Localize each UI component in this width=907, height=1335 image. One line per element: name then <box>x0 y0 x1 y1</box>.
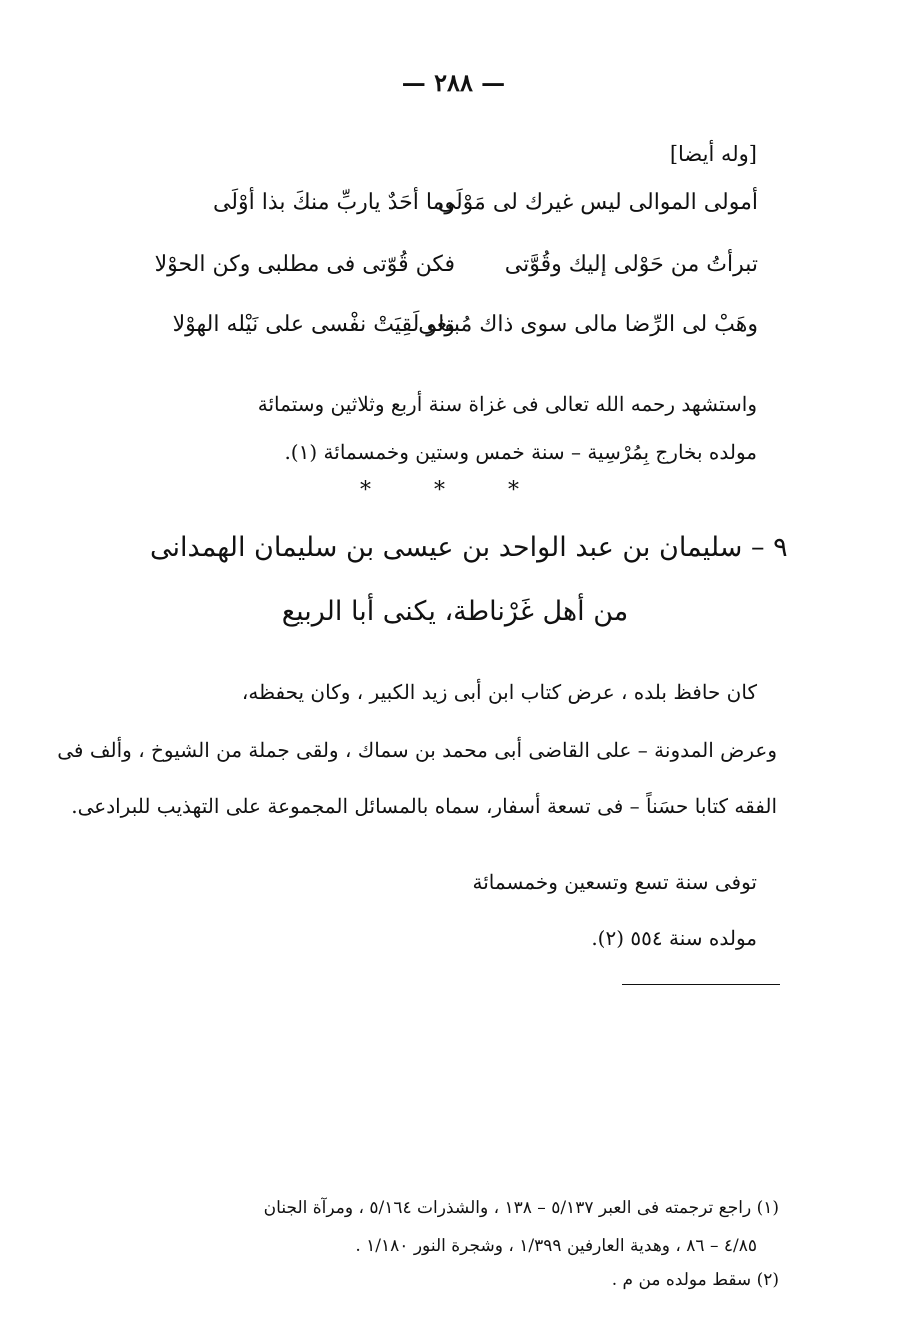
verse-hemistich-second: فكن قُوّتى فى مطلبى وكن الحوْلا <box>154 252 455 277</box>
verse-line <box>150 186 758 230</box>
page-number: — ٢٨٨ — <box>401 68 506 97</box>
biography-paragraph-line: كان حافظ بلده ، عرض كتاب ابن أبى زيد الكبير ، وكان يحفظه، <box>241 680 757 704</box>
verse-hemistich-first: وهَبْ لى الرِّضا مالى سوى ذاك مُبتغى <box>418 312 758 337</box>
biography-paragraph-line: الفقه كتابا حسَناً – فى تسعة أسفار، سماه بالمسائل المجموعة على التهذيب للبرادعى. <box>71 794 777 818</box>
verse-hemistich-first: تبرأتُ من حَوْلى إليك وقُوَّتى <box>504 252 758 277</box>
biography-title-name: ٩ – سليمان بن عبد الواحد بن عيسى بن سليمان الهمدانى <box>150 532 788 563</box>
biography-title-origin: من أهل غَرْناطة، يكنى أبا الربيع <box>281 596 629 627</box>
verse-line <box>150 248 758 292</box>
footnote-line: (١) راجع ترجمته فى العبر ٥/١٣٧ – ١٣٨ ، والشذرات ٥/١٦٤ ، ومرآة الجنان <box>263 1198 779 1218</box>
verse-hemistich-first: أمولى الموالى ليس غيرك لى مَوْلَى <box>437 190 758 215</box>
death-line: توفى سنة تسع وتسعين وخمسمائة <box>472 870 757 894</box>
verse-hemistich-second: وما أحَدٌ ياربِّ منكَ بذا أوْلَى <box>212 190 455 215</box>
poem-heading: [وله أيضا] <box>669 142 757 166</box>
birth-line: مولده بخارج بِمُرْسِية – سنة خمس وستين وخمسمائة (١). <box>284 440 757 464</box>
footnote-line: ٤/٨٥ – ٨٦ ، وهدية العارفين ١/٣٩٩ ، وشجرة النور ١/١٨٠ . <box>355 1236 757 1256</box>
verse-hemistich-second: ولو لَقِيَتْ نفْسى على نَيْله الهوْلا <box>172 312 455 337</box>
biography-subtitle <box>150 596 760 627</box>
biography-birth-line: مولده سنة ٥٥٤ (٢). <box>591 926 757 950</box>
biography-paragraph-line: وعرض المدونة – على القاضى أبى محمد بن سماك ، ولقى جملة من الشيوخ ، وألف فى <box>57 738 777 762</box>
verse-line <box>150 308 758 352</box>
footnote-line: (٢) سقط مولده من م . <box>611 1270 779 1290</box>
biography-title <box>150 532 788 563</box>
martyrdom-line: واستشهد رحمه الله تعالى فى غزاة سنة أربع وثلاثين وستمائة <box>257 392 757 416</box>
section-separator: * * * <box>360 478 547 503</box>
footnote-separator <box>622 984 780 985</box>
